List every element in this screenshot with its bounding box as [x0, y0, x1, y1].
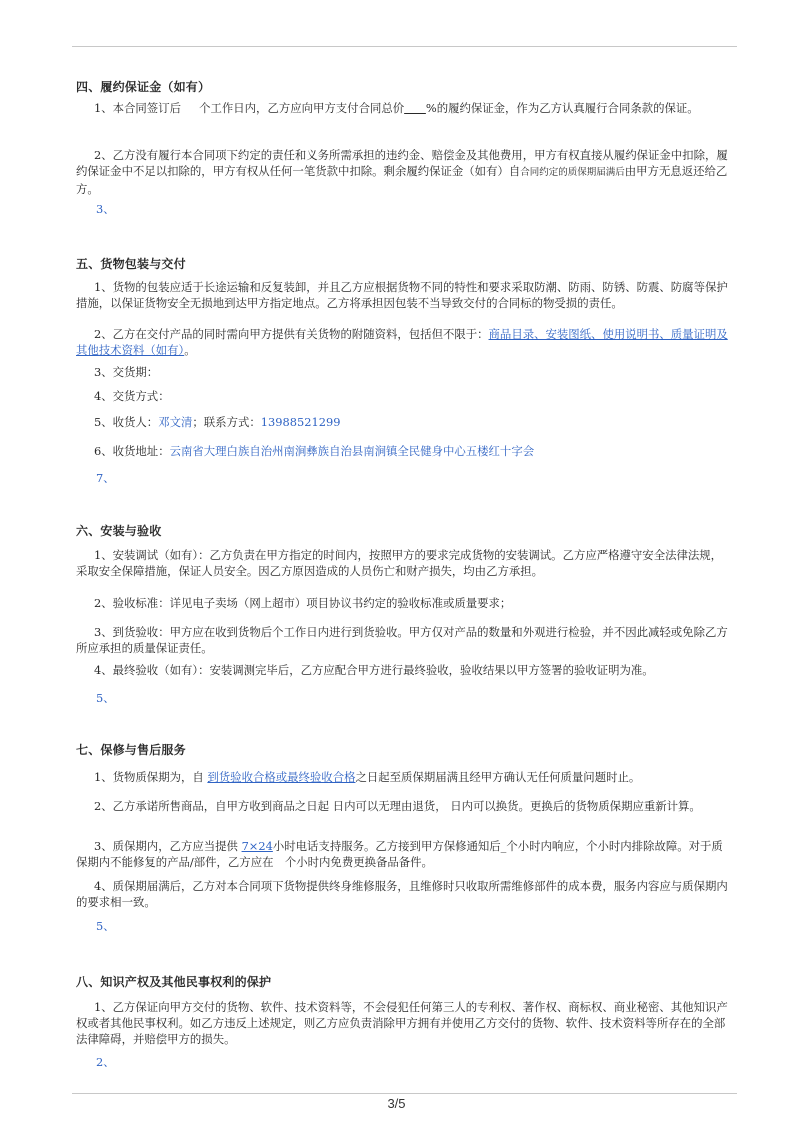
section-5-item-7: 7、 [96, 471, 115, 485]
bottom-rule [72, 1093, 737, 1094]
section-5-delivery-date: 3、交货期： [94, 365, 159, 379]
support-hours: 7×24 [241, 839, 273, 853]
section-4-para-1: 1、本合同签订后 个工作日内，乙方应向甲方支付合同总价 %的履约保证金，作为乙方认真履行合同条款的保证。 [94, 101, 699, 115]
delivery-address: 云南省大理白族自治州南涧彝族自治县南涧镇全民健身中心五楼红十字会 [169, 444, 535, 458]
section-8-para-1: 1、乙方保证向甲方交付的货物、软件、技术资料等，不会侵犯任何第三人的专利权、著作权、商标权、商业秘密、其他知识产权或者其他民事权利。如乙方违反上述规定，则乙方应负责消除甲方拥有并使用乙方交付的货物、软件、技术资料等所存在的全部法律障碍，并赔偿甲方的损失。 [76, 1000, 728, 1046]
section-6-para-2: 2、验收标准：详见电子卖场（网上超市）项目协议书约定的验收标准或质量要求； [94, 596, 512, 610]
section-7-item-5: 5、 [96, 919, 115, 933]
section-7-para-1: 1、货物质保期为，自 到货验收合格或最终验收合格之日起至质保期届满且经甲方确认无任何质量问题时止。 [94, 770, 641, 784]
top-rule [72, 46, 737, 47]
consignee-name: 邓文清 [158, 415, 193, 429]
section-7-title: 七、保修与售后服务 [76, 743, 186, 757]
section-6-item-5: 5、 [96, 691, 115, 705]
section-7-para-3: 3、质保期内，乙方应当提供 7×24小时电话支持服务。乙方接到甲方保修通知后_个小时内响应，个小时内排除故障。对于质保期内不能修复的产品/部件，乙方应在 个小时内免费更换备品备件。 [76, 839, 723, 869]
section-7-para-4: 4、质保期届满后，乙方对本合同项下货物提供终身维修服务，且维修时只收取所需维修部件的成本费，服务内容应与质保期内的要求相一致。 [76, 879, 728, 909]
section-5-title: 五、货物包装与交付 [76, 257, 186, 271]
section-5-delivery-method: 4、交货方式： [94, 389, 170, 403]
section-4-para-2: 2、乙方没有履行本合同项下约定的责任和义务所需承担的违约金、赔偿金及其他费用，甲方有权直接从履约保证金中扣除，履约保证金中不足以扣除的，甲方有权从任何一笔货款中扣除。剩余履约保证金（如有）自合同约定的质保期届满后由甲方无息返还给乙方。 [76, 148, 728, 196]
attachment-link[interactable]: 商品目录、安装图纸、使用说明书、质量证明及其他技术资料（如有） [76, 327, 728, 357]
section-8-item-2: 2、 [96, 1055, 115, 1069]
section-8-title: 八、知识产权及其他民事权利的保护 [76, 975, 272, 989]
section-4-title: 四、履约保证金（如有） [76, 80, 211, 94]
section-7-para-2: 2、乙方承诺所售商品，自甲方收到商品之日起 日内可以无理由退货， 日内可以换货。更换后的货物质保期应重新计算。 [94, 799, 701, 813]
section-5-address: 6、收货地址：云南省大理白族自治州南涧彝族自治县南涧镇全民健身中心五楼红十字会 [94, 444, 535, 458]
section-5-consignee: 5、收货人：邓文清；联系方式：13988521299 [94, 415, 341, 429]
section-6-para-4: 4、最终验收（如有）：安装调测完毕后，乙方应配合甲方进行最终验收，验收结果以甲方签署的验收证明为准。 [94, 663, 654, 677]
section-5-para-1: 1、货物的包装应适于长途运输和反复装卸，并且乙方应根据货物不同的特性和要求采取防潮、防雨、防锈、防震、防腐等保护措施，以保证货物安全无损地到达甲方指定地点。乙方将承担因包装不当导致交付的合同标的物受损的责任。 [76, 280, 728, 310]
page-number: 3/5 [387, 1096, 406, 1111]
section-6-title: 六、安装与验收 [76, 524, 162, 538]
section-4-item-3: 3、 [96, 202, 115, 216]
section-5-para-2: 2、乙方在交付产品的同时需向甲方提供有关货物的附随资料，包括但不限于：商品目录、安装图纸、使用说明书、质量证明及其他技术资料（如有）。 [76, 327, 728, 357]
section-6-para-3: 3、到货验收：甲方应在收到货物后个工作日内进行到货验收。甲方仅对产品的数量和外观进行检验，并不因此减轻或免除乙方所应承担的质量保证责任。 [76, 625, 728, 655]
warranty-start-link[interactable]: 到货验收合格或最终验收合格 [207, 770, 356, 784]
section-6-para-1: 1、安装调试（如有）：乙方负责在甲方指定的时间内，按照甲方的要求完成货物的安装调试。乙方应严格遵守安全法律法规，采取安全保障措施，保证人员安全。因乙方原因造成的人员伤亡和财产损失，均由乙方承担。 [76, 548, 723, 578]
consignee-phone: 13988521299 [260, 415, 341, 429]
